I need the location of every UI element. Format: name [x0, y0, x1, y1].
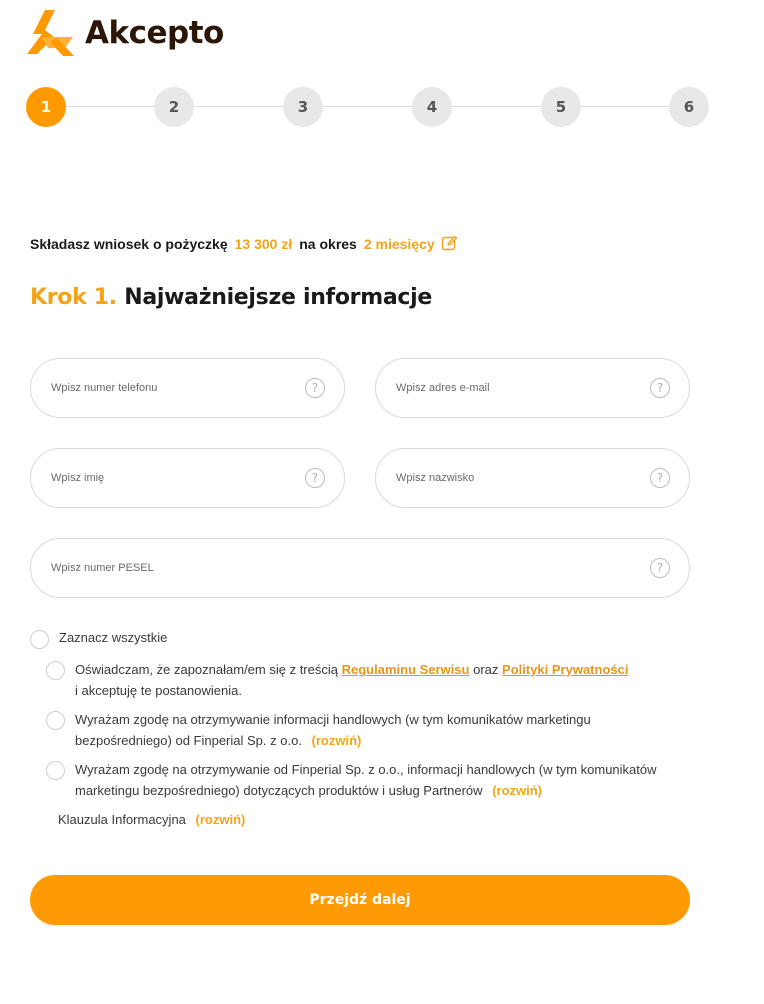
- last-name-input[interactable]: [396, 449, 639, 507]
- expand-link[interactable]: (rozwiń): [311, 733, 362, 748]
- partner-consent-label: Wyrażam zgodę na otrzymywanie od Finperial Sp. z o.o., informacji handlowych (w tym komunikatów marketingu bezpośredniego) dotyczących produktów i usług Partnerów: [75, 762, 657, 798]
- terms-link[interactable]: Regulaminu Serwisu: [341, 662, 470, 677]
- pesel-input[interactable]: [51, 539, 639, 597]
- step-5: 5: [541, 87, 581, 127]
- terms-suffix: i akceptuję te postanowienia.: [75, 683, 242, 698]
- last-name-field: [375, 448, 690, 508]
- edit-icon[interactable]: [441, 235, 458, 252]
- step-6: 6: [669, 87, 709, 127]
- terms-prefix: Oświadczam, że zapoznałam/em się z treścią: [75, 662, 338, 677]
- help-icon[interactable]: ?: [305, 468, 325, 488]
- help-icon[interactable]: ?: [650, 468, 670, 488]
- help-icon[interactable]: ?: [305, 378, 325, 398]
- phone-field: [30, 358, 345, 418]
- step-4: 4: [412, 87, 452, 127]
- first-name-field: [30, 448, 345, 508]
- step-2: 2: [154, 87, 194, 127]
- expand-link[interactable]: (rozwiń): [492, 783, 543, 798]
- step-3: 3: [283, 87, 323, 127]
- marketing-consent-label: Wyrażam zgodę na otrzymywanie informacji handlowych (w tym komunikatów marketingu bezpośredniego) od Finperial Sp. z o.o.: [75, 712, 591, 748]
- email-input[interactable]: [396, 359, 639, 417]
- step-1: 1: [26, 87, 66, 127]
- step-label: Krok 1.: [30, 285, 117, 310]
- terms-consent-text: [75, 659, 695, 701]
- marketing-consent-text: [75, 709, 675, 751]
- loan-summary: [30, 235, 458, 252]
- partner-consent-text: [75, 759, 675, 801]
- partner-consent-checkbox[interactable]: [46, 761, 65, 780]
- help-icon[interactable]: ?: [650, 378, 670, 398]
- next-step-button[interactable]: Przejdź dalej: [30, 875, 690, 925]
- loan-period: 2 miesięcy: [363, 235, 435, 252]
- pesel-field: [30, 538, 690, 598]
- information-clause: [58, 809, 245, 830]
- clause-label: Klauzula Informacyjna: [58, 812, 186, 827]
- page-title: [30, 285, 432, 310]
- terms-checkbox[interactable]: [46, 661, 65, 680]
- email-field: [375, 358, 690, 418]
- select-all-checkbox[interactable]: [30, 630, 49, 649]
- summary-prefix: Składasz wniosek o pożyczkę: [30, 235, 228, 252]
- logo[interactable]: [25, 8, 224, 58]
- privacy-policy-link[interactable]: Polityki Prywatności: [502, 662, 629, 677]
- marketing-consent-checkbox[interactable]: [46, 711, 65, 730]
- terms-and: oraz: [473, 662, 499, 677]
- summary-middle: na okres: [299, 235, 357, 252]
- select-all-label: Zaznacz wszystkie: [59, 630, 168, 645]
- progress-stepper: [26, 86, 710, 128]
- loan-amount: 13 300 zł: [234, 235, 293, 252]
- first-name-input[interactable]: [51, 449, 294, 507]
- akcepto-logo-icon: [25, 8, 75, 58]
- step-title: Najważniejsze informacje: [124, 285, 432, 310]
- stepper-line: [46, 106, 690, 107]
- expand-link[interactable]: (rozwiń): [195, 812, 246, 827]
- brand-name: Akcepto: [85, 15, 224, 51]
- help-icon[interactable]: ?: [650, 558, 670, 578]
- phone-input[interactable]: [51, 359, 294, 417]
